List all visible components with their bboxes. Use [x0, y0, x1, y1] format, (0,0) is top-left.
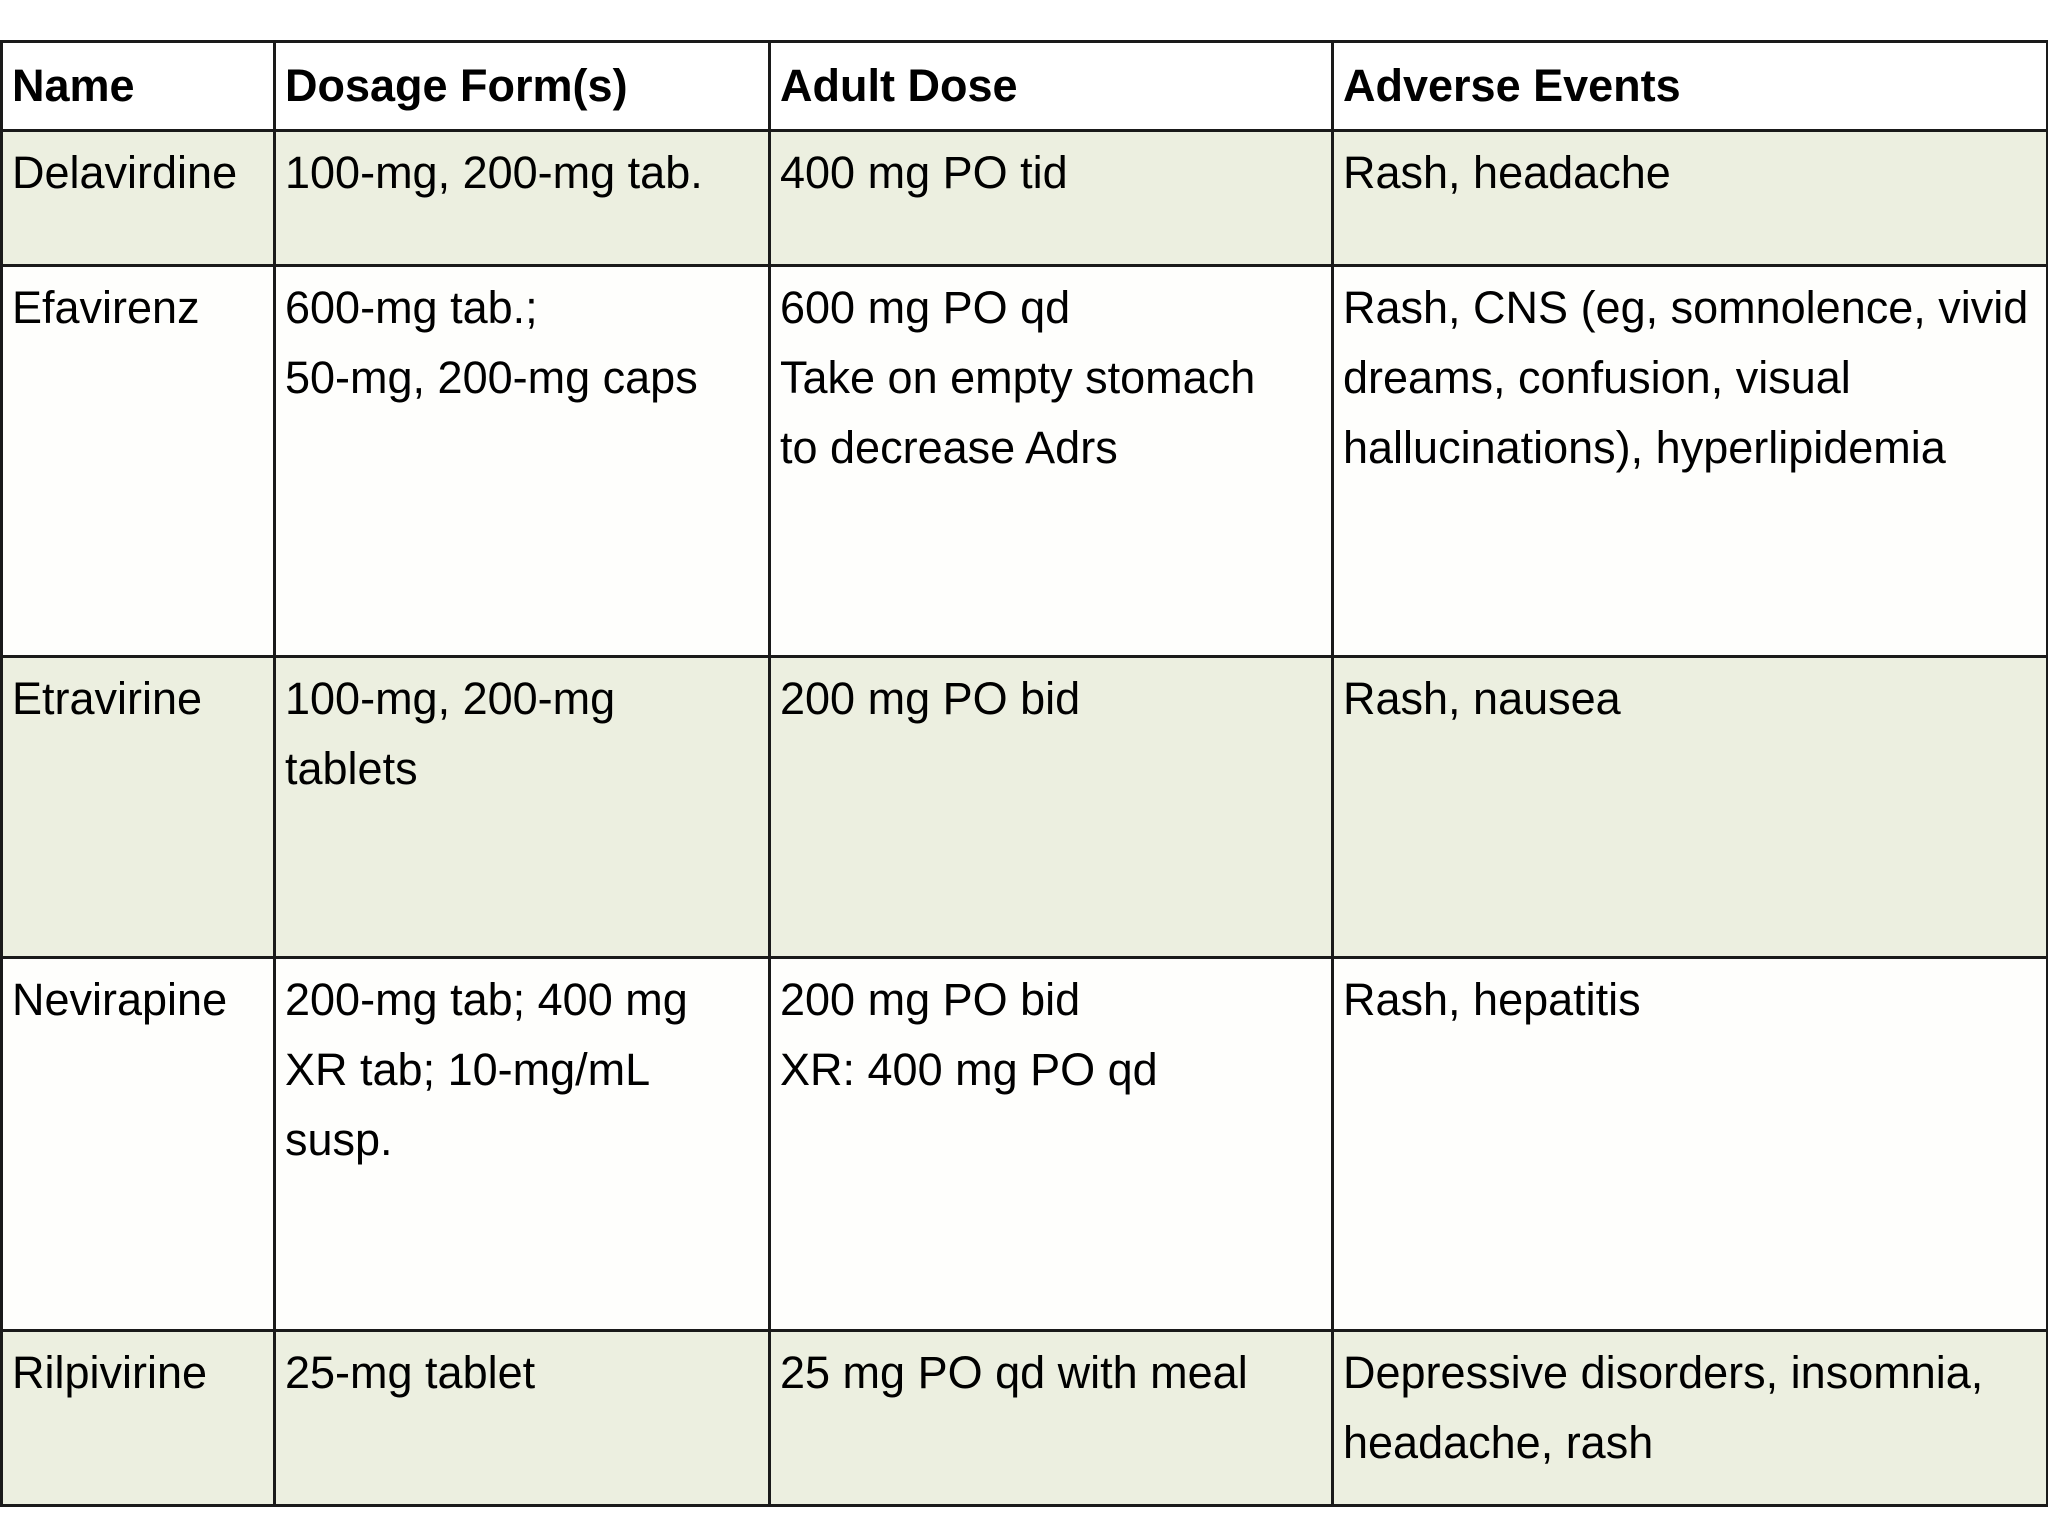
- cell-line: hallucinations), hyperlipidemia: [1343, 422, 1946, 473]
- cell-dosage-forms: [275, 131, 770, 266]
- cell-line: 100-mg, 200-mg tab.: [285, 147, 703, 198]
- table-row: [2, 131, 2048, 266]
- cell-line: 600-mg tab.;: [285, 282, 538, 333]
- cell-name: Nevirapine: [2, 958, 275, 1331]
- cell-adult-dose: [770, 657, 1333, 958]
- cell-line: 600 mg PO qd: [780, 282, 1071, 333]
- cell-line: headache, rash: [1343, 1417, 1654, 1468]
- table-row: [2, 657, 2048, 958]
- cell-line: 100-mg, 200-mg: [285, 673, 616, 724]
- cell-line: 200 mg PO bid: [780, 673, 1081, 724]
- cell-line: Rash, nausea: [1343, 673, 1621, 724]
- cell-adverse-events: [1333, 1331, 2048, 1506]
- cell-dosage-forms: [275, 657, 770, 958]
- cell-adult-dose: [770, 958, 1333, 1331]
- header-dosage-forms: Dosage Form(s): [275, 42, 770, 131]
- cell-line: Depressive disorders, insomnia,: [1343, 1347, 1984, 1398]
- table-row: [2, 266, 2048, 657]
- cell-line: Rash, CNS (eg, somnolence, vivid: [1343, 282, 2029, 333]
- cell-line: to decrease Adrs: [780, 422, 1118, 473]
- cell-adverse-events: [1333, 131, 2048, 266]
- header-name: Name: [2, 42, 275, 131]
- cell-line: 25-mg tablet: [285, 1347, 536, 1398]
- cell-name: Delavirdine: [2, 131, 275, 266]
- cell-adverse-events: [1333, 266, 2048, 657]
- cell-line: 50-mg, 200-mg caps: [285, 352, 698, 403]
- cell-line: susp.: [285, 1114, 393, 1165]
- cell-adverse-events: [1333, 657, 2048, 958]
- cell-line: XR tab; 10-mg/mL: [285, 1044, 651, 1095]
- cell-line: 400 mg PO tid: [780, 147, 1068, 198]
- header-adult-dose: Adult Dose: [770, 42, 1333, 131]
- cell-line: XR: 400 mg PO qd: [780, 1044, 1158, 1095]
- cell-dosage-forms: [275, 1331, 770, 1506]
- cell-line: 25 mg PO qd with meal: [780, 1347, 1248, 1398]
- table-row: [2, 1331, 2048, 1506]
- cell-name: Etravirine: [2, 657, 275, 958]
- cell-adult-dose: [770, 131, 1333, 266]
- cell-dosage-forms: [275, 266, 770, 657]
- cell-line: tablets: [285, 743, 418, 794]
- cell-name: Rilpivirine: [2, 1331, 275, 1506]
- cell-adult-dose: [770, 1331, 1333, 1506]
- cell-name: Efavirenz: [2, 266, 275, 657]
- table-row: [2, 958, 2048, 1331]
- header-row: [2, 42, 2048, 131]
- cell-line: Take on empty stomach: [780, 352, 1256, 403]
- cell-line: 200 mg PO bid: [780, 974, 1081, 1025]
- header-adverse-events: Adverse Events: [1333, 42, 2048, 131]
- cell-line: Rash, hepatitis: [1343, 974, 1641, 1025]
- cell-adult-dose: [770, 266, 1333, 657]
- cell-adverse-events: [1333, 958, 2048, 1331]
- cell-line: dreams, confusion, visual: [1343, 352, 1851, 403]
- cell-line: 200-mg tab; 400 mg: [285, 974, 688, 1025]
- cell-dosage-forms: [275, 958, 770, 1331]
- drug-table: [0, 40, 2048, 1507]
- cell-line: Rash, headache: [1343, 147, 1671, 198]
